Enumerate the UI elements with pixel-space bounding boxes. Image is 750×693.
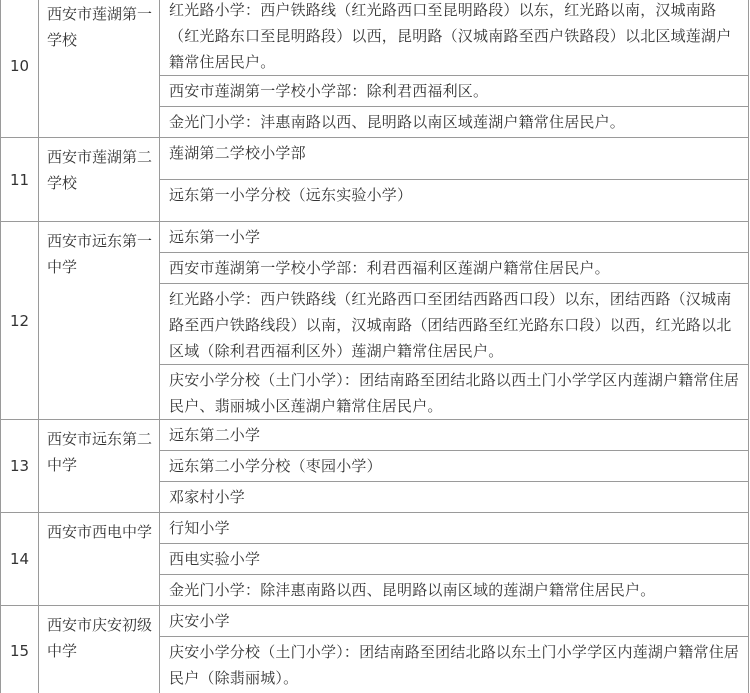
table-row bbox=[1, 0, 749, 76]
primary-school-area: 红光路小学：西户铁路线（红光路西口至昆明路段）以东，红光路以南，汉城南路（红光路东口至昆明路段）以西，昆明路（汉城南路至西户铁路段）以北区域莲湖户籍常住居民户。 bbox=[160, 0, 749, 76]
primary-school-area: 远东第一小学 bbox=[160, 222, 749, 253]
primary-school-area: 庆安小学分校（土门小学）：团结南路至团结北路以西土门小学学区内莲湖户籍常住居民户、翡丽城小区莲湖户籍常住居民户。 bbox=[160, 365, 749, 420]
primary-school-area: 邓家村小学 bbox=[160, 482, 749, 513]
table-row bbox=[1, 222, 749, 253]
table-row bbox=[1, 513, 749, 544]
primary-school-area: 西电实验小学 bbox=[160, 544, 749, 575]
row-number: 12 bbox=[1, 222, 39, 420]
table-row bbox=[1, 606, 749, 637]
primary-school-area: 莲湖第二学校小学部 bbox=[160, 138, 749, 180]
table-row bbox=[1, 138, 749, 180]
middle-school-name: 西安市庆安初级中学 bbox=[39, 606, 160, 693]
table-row bbox=[1, 420, 749, 451]
primary-school-area: 庆安小学分校（土门小学）：团结南路至团结北路以东土门小学学区内莲湖户籍常住居民户（除翡丽城）。 bbox=[160, 637, 749, 693]
primary-school-area: 庆安小学 bbox=[160, 606, 749, 637]
row-number: 13 bbox=[1, 420, 39, 513]
row-number: 15 bbox=[1, 606, 39, 693]
row-number: 11 bbox=[1, 138, 39, 222]
primary-school-area: 西安市莲湖第一学校小学部：利君西福利区莲湖户籍常住居民户。 bbox=[160, 253, 749, 284]
middle-school-name: 西安市莲湖第一学校 bbox=[39, 0, 160, 138]
primary-school-area: 远东第二小学分校（枣园小学） bbox=[160, 451, 749, 482]
middle-school-name: 西安市西电中学 bbox=[39, 513, 160, 606]
primary-school-area: 金光门小学：除沣惠南路以西、昆明路以南区域的莲湖户籍常住居民户。 bbox=[160, 575, 749, 606]
middle-school-name: 西安市远东第二中学 bbox=[39, 420, 160, 513]
primary-school-area: 金光门小学：沣惠南路以西、昆明路以南区域莲湖户籍常住居民户。 bbox=[160, 107, 749, 138]
primary-school-area: 红光路小学：西户铁路线（红光路西口至团结西路西口段）以东，团结西路（汉城南路至西户铁路线段）以南，汉城南路（团结西路至红光路东口段）以西，红光路以北区域（除利君西福利区外）莲湖户籍常住居民户。 bbox=[160, 284, 749, 365]
primary-school-area: 远东第一小学分校（远东实验小学） bbox=[160, 180, 749, 222]
primary-school-area: 行知小学 bbox=[160, 513, 749, 544]
row-number: 10 bbox=[1, 0, 39, 138]
middle-school-name: 西安市远东第一中学 bbox=[39, 222, 160, 420]
primary-school-area: 远东第二小学 bbox=[160, 420, 749, 451]
primary-school-area: 西安市莲湖第一学校小学部：除利君西福利区。 bbox=[160, 76, 749, 107]
row-number: 14 bbox=[1, 513, 39, 606]
middle-school-name: 西安市莲湖第二学校 bbox=[39, 138, 160, 222]
